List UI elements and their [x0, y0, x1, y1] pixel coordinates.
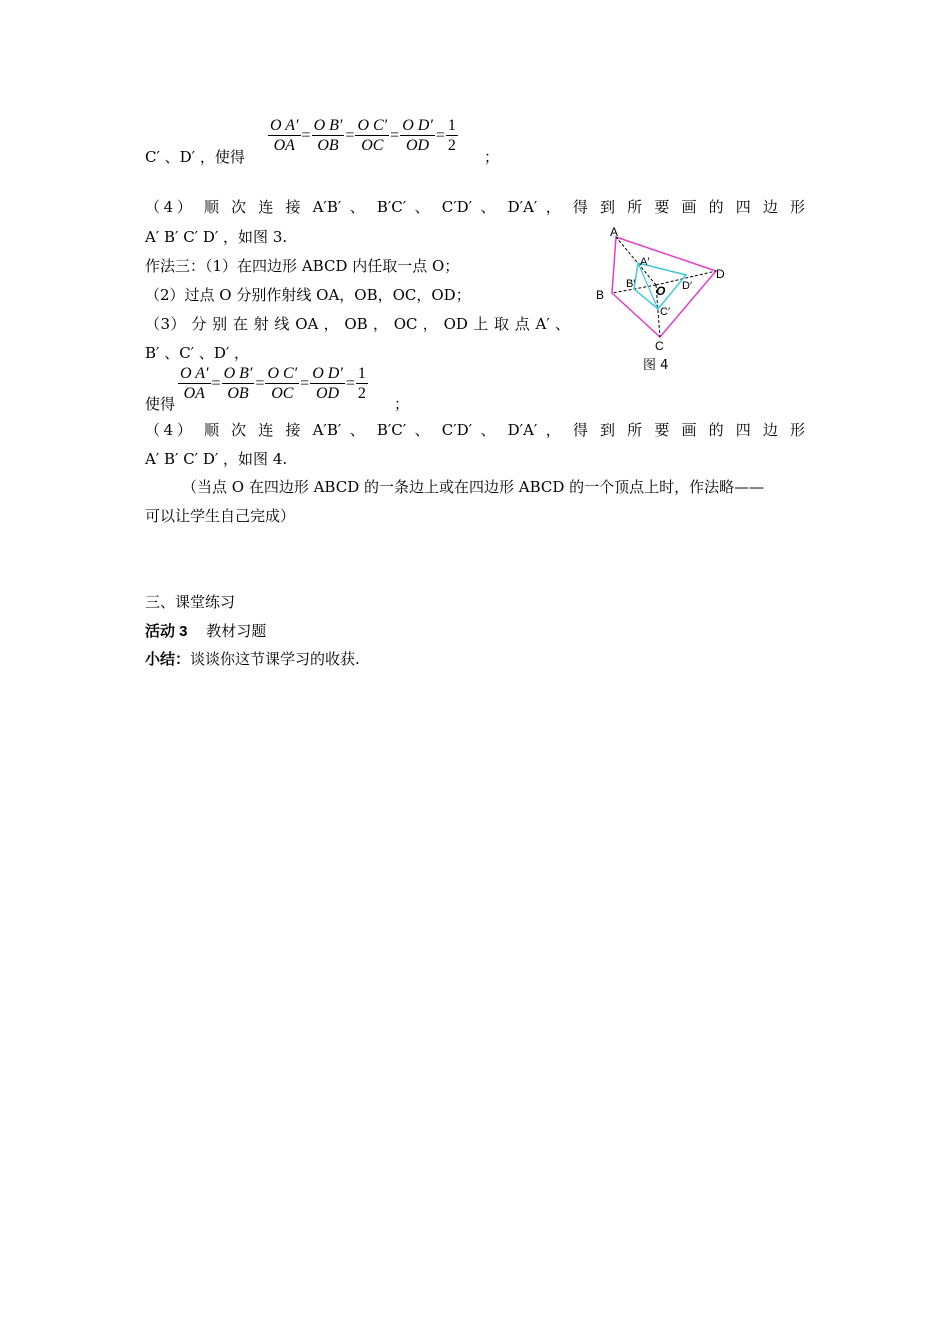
inner-diagonal	[638, 263, 658, 309]
label-c-prime: C′	[660, 306, 671, 318]
fraction-od: $\frac{\text{O D′}}{OD}$	[312, 365, 343, 402]
activity3	[145, 620, 266, 641]
summary-text: 谈谈你这节课学习的收获.	[190, 650, 360, 668]
method3-title: 作法三：（1）在四边形 ABCD 内任取一点 O；	[145, 257, 460, 275]
summary	[145, 648, 360, 669]
para-c-d-prefix: C′ 、D′ ，使得	[145, 148, 245, 166]
fraction-oc: $\frac{\text{O C′}}{OC}$	[267, 365, 298, 402]
fraction-ob: $\frac{\text{O B′}}{OB}$	[223, 365, 253, 402]
note-line2: 可以让学生自己完成）	[145, 507, 296, 525]
fraction-oa: $\frac{\text{O A′}}{OA}$	[180, 365, 209, 402]
label-a: A	[610, 225, 619, 239]
note-line1: （当点 O 在四边形 ABCD 的一条边上或在四边形 ABCD 的一个顶点上时，作法略——	[182, 478, 765, 496]
fraction-oc: $\frac{\text{O C′}}{OC}$	[357, 117, 388, 154]
fraction-equation-2: $\frac{\text{O A′}}{OA}$ = $\frac{\text{O B′}}{OB}$ = $\frac{\text{O C′}}{OC}$ = $\frac{\text{O D′}}{OD}$ = $\frac{1}{2}$	[180, 365, 366, 402]
method3-step2: （2）过点 O 分别作射线 OA，OB，OC，OD；	[145, 286, 471, 304]
method3-shide: 使得	[145, 395, 176, 413]
fraction-ob: $\frac{\text{O B′}}{OB}$	[313, 117, 343, 154]
step4-b-line2: A′ B′ C′ D′ ，如图 4.	[145, 450, 288, 468]
fraction-equation-1: $\frac{\text{O A′}}{OA}$ = $\frac{\text{O B′}}{OB}$ = $\frac{\text{O C′}}{OC}$ = $\frac{\text{O D′}}{OD}$ = $\frac{1}{2}$	[270, 117, 456, 154]
method3-step3-line1: （3） 分 别 在 射 线 OA ， OB ， OC ， OD 上 取 点 A′ 、	[145, 315, 570, 333]
label-b-prime: B′	[626, 278, 636, 290]
summary-label: 小结：	[145, 651, 191, 668]
label-c: C	[655, 339, 664, 353]
step4-a-line2: A′ B′ C′ D′ ，如图 3.	[145, 228, 288, 246]
label-b: B	[596, 288, 605, 302]
step4-a-line1: （4） 顺 次 连 接 A′B′ 、 B′C′ 、 C′D′ 、 D′A′ ， 得 到 所 要 画 的 四 边 形	[145, 198, 805, 216]
figure-4	[588, 225, 738, 375]
label-d: D	[716, 267, 725, 281]
para-c-d-suffix: ；	[484, 148, 500, 166]
label-o: O	[656, 284, 666, 298]
method3-step3-line2: B′ 、C′ 、D′ ，	[145, 344, 250, 362]
label-a-prime: A′	[640, 256, 650, 268]
method3-suffix: ；	[394, 395, 410, 413]
step4-b-line1: （4） 顺 次 连 接 A′B′ 、 B′C′ 、 C′D′ 、 D′A′ ， 得 到 所 要 画 的 四 边 形	[145, 421, 805, 439]
section3-title: 三、课堂练习	[145, 593, 236, 611]
fraction-half: $\frac{1}{2}$	[447, 117, 456, 154]
fraction-oa: $\frac{\text{O A′}}{OA}$	[270, 117, 299, 154]
label-d-prime: D′	[682, 280, 693, 292]
figure-caption: 图 4	[643, 358, 669, 373]
activity-text: 教材习题	[206, 622, 267, 640]
fraction-od: $\frac{\text{O D′}}{OD}$	[402, 117, 433, 154]
fraction-half: $\frac{1}{2}$	[357, 365, 366, 402]
activity-label: 活动 3	[145, 623, 188, 640]
